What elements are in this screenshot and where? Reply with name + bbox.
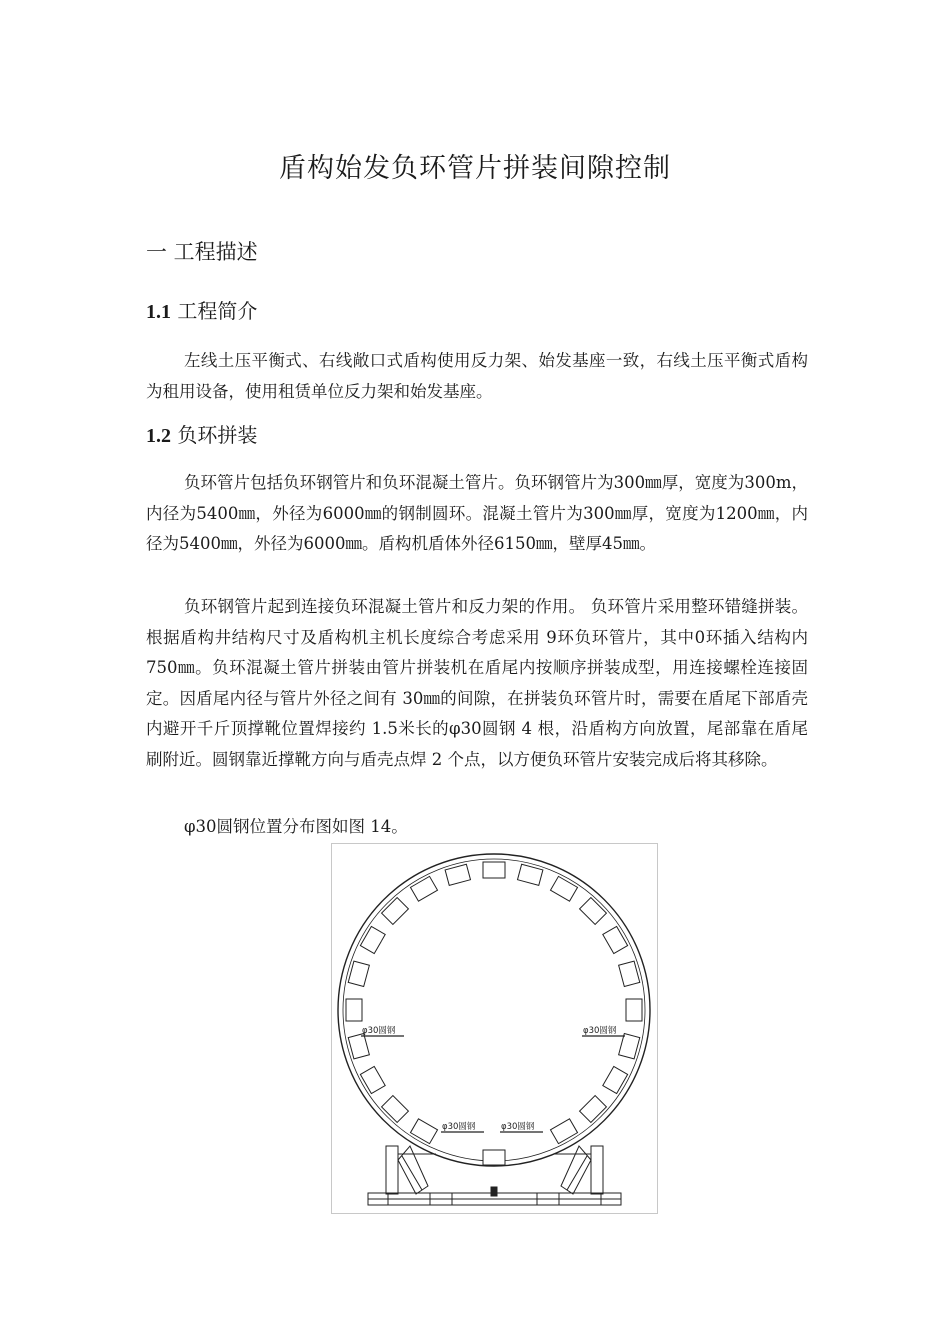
segment-block [348, 1034, 369, 1059]
segment-block [360, 926, 385, 953]
right-support-frame [553, 1146, 603, 1194]
segment-block [445, 864, 470, 885]
page-title: 盾构始发负环管片拼装间隙控制 [279, 153, 671, 184]
round-steel-label-right: φ30圆钢 [583, 1026, 617, 1036]
round-steel-label-bottom-left: φ30圆钢 [442, 1122, 476, 1132]
bottom-segment-block [483, 1150, 505, 1165]
paragraph-project-intro: 左线土压平衡式、右线敞口式盾构使用反力架、始发基座一致，右线土压平衡式盾构为租用设备，使用租赁单位反力架和始发基座。 [146, 351, 808, 401]
segment-block [626, 999, 642, 1021]
segment-block [483, 862, 505, 878]
section-heading-1: 一 工程描述 [146, 240, 258, 264]
segment-block [382, 1096, 409, 1123]
subsection-heading-1-1 [146, 295, 257, 324]
segment-block [550, 1119, 577, 1144]
label-bottom-left [441, 1121, 484, 1132]
ring-outer-circle [338, 854, 650, 1166]
subsection-heading-1-2 [146, 419, 257, 448]
segment-block [619, 961, 640, 986]
label-bottom-right [500, 1121, 543, 1132]
subsection-title: 工程简介 [177, 299, 258, 323]
label-right [582, 1025, 625, 1036]
paragraph-negative-ring: 负环管片包括负环钢管片和负环混凝土管片。负环钢管片为300㎜厚，宽度为300m，内径为5400㎜，外径为6000㎜的钢制圆环。混凝土管片为300㎜厚，宽度为1200㎜，内径为5400㎜，外径为6000㎜。盾构机盾体外径6150㎜，壁厚45㎜。 [146, 473, 808, 553]
ring-inner-circle [343, 859, 645, 1161]
base-beam [368, 1187, 621, 1205]
paragraph-steel-segment: 负环钢管片起到连接负环混凝土管片和反力架的作用。 负环管片采用整环错缝拼装。根据盾构井结构尺寸及盾构机主机长度综合考虑采用 9环负环管片，其中0环插入结构内 750㎜。负环混凝土管片拼装由管片拼装机在盾尾内按顺序拼装成型，用连接螺栓连接固定。因盾尾内径与管片外径之间有 30㎜的间隙，在拼装负环管片时，需要在盾尾下部盾壳内避开千斤顶撑靴位置焊接约 1.5米长的φ30圆钢 4 根，沿盾构方向放置，尾部靠在盾尾刷附近。圆钢靠近撑靴方向与盾壳点焊 2 个点，以方便负环管片安装完成后将其移除。 [146, 597, 808, 769]
segment-block [410, 876, 437, 901]
ring-diagram [332, 844, 657, 1213]
segment-block [580, 1096, 607, 1123]
segment-block [580, 898, 607, 925]
segment-block [410, 1119, 437, 1144]
round-steel-layout-figure [331, 843, 658, 1214]
segment-block [603, 926, 628, 953]
round-steel-label-left: φ30圆钢 [362, 1026, 396, 1036]
segment-block [348, 961, 369, 986]
segment-block [550, 876, 577, 901]
segment-block [346, 999, 362, 1021]
segment-block [360, 1066, 385, 1093]
segment-block [518, 864, 543, 885]
subsection-number: 1.1 [146, 301, 171, 323]
round-steel-label-bottom-right: φ30圆钢 [501, 1122, 535, 1132]
paragraph-figure-ref: φ30圆钢位置分布图如图 14。 [184, 817, 408, 836]
subsection-title: 负环拼装 [177, 423, 258, 447]
segment-block [619, 1034, 640, 1059]
left-support-frame [386, 1146, 436, 1194]
segment-block [382, 898, 409, 925]
segment-block [603, 1066, 628, 1093]
subsection-number: 1.2 [146, 425, 171, 447]
segment-blocks [346, 862, 642, 1144]
label-left [361, 1025, 404, 1036]
